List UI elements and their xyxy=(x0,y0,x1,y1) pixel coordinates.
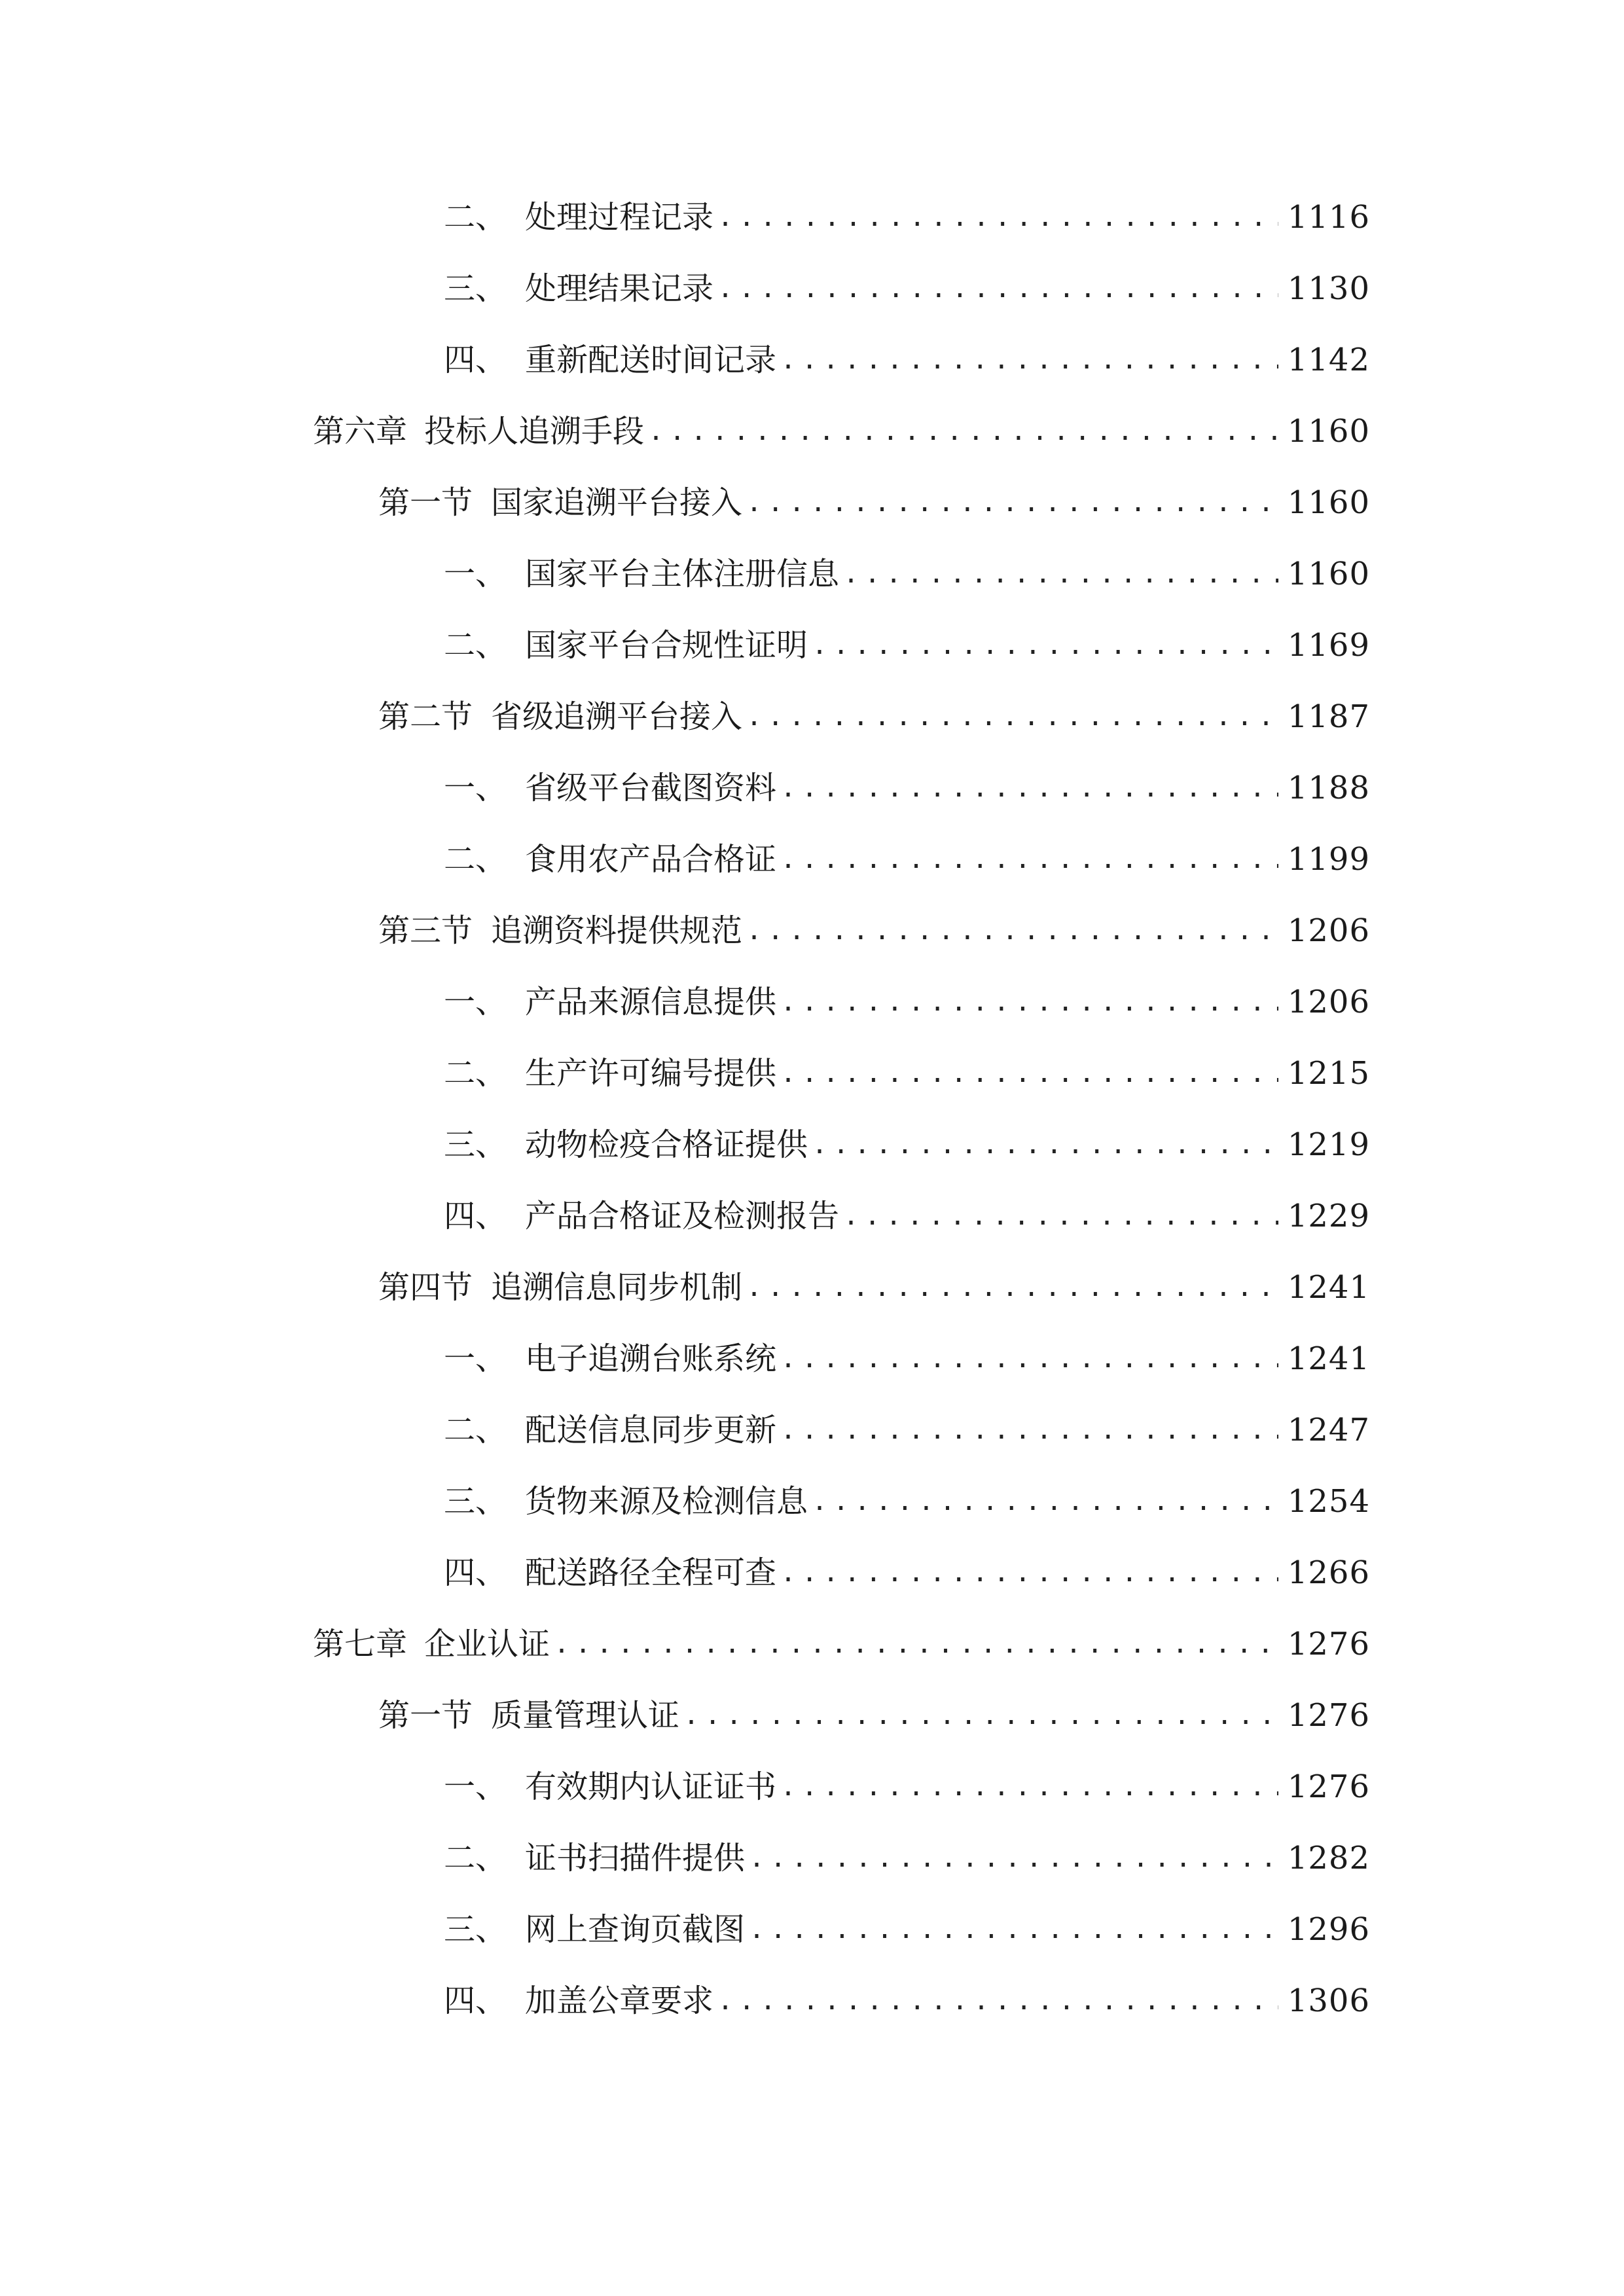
toc-entry-page: 1276 xyxy=(1287,1626,1370,1662)
toc-entry-page: 1276 xyxy=(1287,1768,1370,1805)
toc-entry-page: 1160 xyxy=(1287,484,1370,521)
toc-entry[interactable] xyxy=(444,619,1370,672)
toc-entry-title: 重新配送时间记录 xyxy=(525,342,777,378)
toc-leader-dots xyxy=(648,405,1278,457)
toc-entry-title: 国家追溯平台接入 xyxy=(491,484,743,521)
toc-entry[interactable] xyxy=(444,1761,1370,1813)
toc-leader-dots xyxy=(746,476,1278,529)
toc-entry-title: 质量管理认证 xyxy=(491,1697,680,1734)
toc-entry-number: 一、 xyxy=(444,1768,507,1805)
toc-entry-page: 1219 xyxy=(1287,1126,1370,1163)
toc-entry[interactable] xyxy=(444,191,1370,243)
toc-entry[interactable] xyxy=(444,1333,1370,1385)
toc-entry-page: 1160 xyxy=(1287,556,1370,592)
toc-entry-page: 1241 xyxy=(1287,1340,1370,1377)
toc-entry-page: 1247 xyxy=(1287,1412,1370,1448)
toc-entry-title: 货物来源及检测信息 xyxy=(525,1483,808,1520)
toc-entry-title: 省级平台截图资料 xyxy=(525,770,777,806)
toc-entry-page: 1160 xyxy=(1287,413,1370,450)
toc-leader-dots xyxy=(843,1190,1278,1242)
toc-leader-dots xyxy=(780,1404,1278,1456)
toc-entry-number: 一、 xyxy=(444,770,507,806)
toc-entry-number: 三、 xyxy=(444,1126,507,1163)
toc-section-entry[interactable] xyxy=(378,1689,1370,1742)
toc-entry-page: 1215 xyxy=(1287,1055,1370,1092)
toc-entry-title: 国家平台主体注册信息 xyxy=(525,556,840,592)
toc-entry[interactable] xyxy=(444,1475,1370,1528)
toc-entry-title: 有效期内认证证书 xyxy=(525,1768,777,1805)
toc-entry-page: 1296 xyxy=(1287,1911,1370,1948)
toc-entry-title: 产品来源信息提供 xyxy=(525,984,777,1020)
toc-entry-number: 一、 xyxy=(444,984,507,1020)
toc-entry-page: 1142 xyxy=(1287,342,1370,378)
toc-leader-dots xyxy=(812,1119,1278,1171)
toc-entry-page: 1206 xyxy=(1287,912,1370,949)
toc-leader-dots xyxy=(780,833,1278,886)
toc-entry-page: 1276 xyxy=(1287,1697,1370,1734)
toc-entry-title: 证书扫描件提供 xyxy=(525,1840,746,1876)
toc-entry-page: 1130 xyxy=(1287,270,1370,307)
toc-entry-number: 四、 xyxy=(444,342,507,378)
toc-entry[interactable] xyxy=(444,976,1370,1028)
toc-entry-number: 第三节 xyxy=(378,912,473,949)
toc-entry-title: 国家平台合规性证明 xyxy=(525,627,808,664)
toc-entry-title: 生产许可编号提供 xyxy=(525,1055,777,1092)
toc-section-entry[interactable] xyxy=(378,476,1370,529)
toc-entry-number: 四、 xyxy=(444,1982,507,2019)
toc-entry-title: 配送信息同步更新 xyxy=(525,1412,777,1448)
toc-entry[interactable] xyxy=(444,262,1370,315)
toc-entry-number: 二、 xyxy=(444,1840,507,1876)
toc-entry-number: 三、 xyxy=(444,1483,507,1520)
toc-entry[interactable] xyxy=(444,1903,1370,1956)
toc-entry-number: 第二节 xyxy=(378,698,473,735)
toc-entry[interactable] xyxy=(444,762,1370,814)
toc-entry-page: 1254 xyxy=(1287,1483,1370,1520)
toc-entry-page: 1187 xyxy=(1287,698,1370,735)
toc-leader-dots xyxy=(780,1547,1278,1599)
toc-chapter-entry[interactable] xyxy=(313,1618,1370,1670)
toc-entry-title: 产品合格证及检测报告 xyxy=(525,1198,840,1234)
toc-entry-title: 动物检疫合格证提供 xyxy=(525,1126,808,1163)
toc-leader-dots xyxy=(554,1618,1278,1670)
toc-leader-dots xyxy=(683,1689,1278,1742)
toc-entry-page: 1199 xyxy=(1287,841,1370,878)
toc-entry[interactable] xyxy=(444,1119,1370,1171)
toc-entry-page: 1241 xyxy=(1287,1269,1370,1306)
toc-entry-number: 二、 xyxy=(444,841,507,878)
toc-entry-page: 1282 xyxy=(1287,1840,1370,1876)
toc-leader-dots xyxy=(780,1761,1278,1813)
toc-entry-number: 三、 xyxy=(444,1911,507,1948)
toc-entry-title: 网上查询页截图 xyxy=(525,1911,746,1948)
toc-entry-number: 二、 xyxy=(444,1055,507,1092)
toc-entry[interactable] xyxy=(444,334,1370,386)
toc-entry-number: 第一节 xyxy=(378,484,473,521)
toc-entry[interactable] xyxy=(444,1047,1370,1100)
toc-entry[interactable] xyxy=(444,1190,1370,1242)
toc-entry-page: 1306 xyxy=(1287,1982,1370,2019)
toc-chapter-entry[interactable] xyxy=(313,405,1370,457)
toc-entry-title: 配送路径全程可查 xyxy=(525,1554,777,1591)
toc-leader-dots xyxy=(717,1975,1278,2027)
toc-entry[interactable] xyxy=(444,1832,1370,1884)
toc-entry-page: 1229 xyxy=(1287,1198,1370,1234)
toc-leader-dots xyxy=(746,691,1278,743)
toc-entry-number: 第六章 xyxy=(313,413,408,450)
toc-entry-title: 电子追溯台账系统 xyxy=(525,1340,777,1377)
toc-entry[interactable] xyxy=(444,1404,1370,1456)
toc-leader-dots xyxy=(812,1475,1278,1528)
toc-leader-dots xyxy=(746,905,1278,957)
toc-entry-number: 二、 xyxy=(444,1412,507,1448)
toc-leader-dots xyxy=(780,1333,1278,1385)
toc-entry-title: 处理过程记录 xyxy=(525,199,714,236)
toc-entry-number: 二、 xyxy=(444,199,507,236)
toc-entry-title: 处理结果记录 xyxy=(525,270,714,307)
toc-entry-title: 投标人追溯手段 xyxy=(424,413,645,450)
toc-section-entry[interactable] xyxy=(378,691,1370,743)
toc-entry-number: 四、 xyxy=(444,1554,507,1591)
toc-entry[interactable] xyxy=(444,1975,1370,2027)
toc-entry-number: 一、 xyxy=(444,1340,507,1377)
toc-entry-title: 追溯资料提供规范 xyxy=(491,912,743,949)
toc-leader-dots xyxy=(780,976,1278,1028)
toc-leader-dots xyxy=(780,334,1278,386)
toc-leader-dots xyxy=(746,1261,1278,1314)
toc-entry-number: 一、 xyxy=(444,556,507,592)
toc-section-entry[interactable] xyxy=(378,905,1370,957)
toc-entry-page: 1116 xyxy=(1287,199,1370,236)
toc-entry-title: 食用农产品合格证 xyxy=(525,841,777,878)
toc-entry-page: 1266 xyxy=(1287,1554,1370,1591)
toc-entry[interactable] xyxy=(444,1547,1370,1599)
toc-leader-dots xyxy=(749,1903,1278,1956)
toc-entry[interactable] xyxy=(444,833,1370,886)
toc-leader-dots xyxy=(843,548,1278,600)
toc-entry-number: 二、 xyxy=(444,627,507,664)
toc-entry-title: 追溯信息同步机制 xyxy=(491,1269,743,1306)
toc-section-entry[interactable] xyxy=(378,1261,1370,1314)
toc-entry-page: 1169 xyxy=(1287,627,1370,664)
toc-entry-title: 省级追溯平台接入 xyxy=(491,698,743,735)
toc-entry-number: 第七章 xyxy=(313,1626,408,1662)
toc-leader-dots xyxy=(780,762,1278,814)
toc-leader-dots xyxy=(749,1832,1278,1884)
toc-leader-dots xyxy=(717,191,1278,243)
toc-entry-title: 加盖公章要求 xyxy=(525,1982,714,2019)
toc-leader-dots xyxy=(717,262,1278,315)
toc-entry-number: 第一节 xyxy=(378,1697,473,1734)
toc-entry-number: 四、 xyxy=(444,1198,507,1234)
toc-leader-dots xyxy=(812,619,1278,672)
toc-leader-dots xyxy=(780,1047,1278,1100)
toc-entry-number: 第四节 xyxy=(378,1269,473,1306)
toc-entry-page: 1206 xyxy=(1287,984,1370,1020)
toc-entry[interactable] xyxy=(444,548,1370,600)
toc-entry-title: 企业认证 xyxy=(424,1626,550,1662)
toc-entry-page: 1188 xyxy=(1287,770,1370,806)
toc-entry-number: 三、 xyxy=(444,270,507,307)
